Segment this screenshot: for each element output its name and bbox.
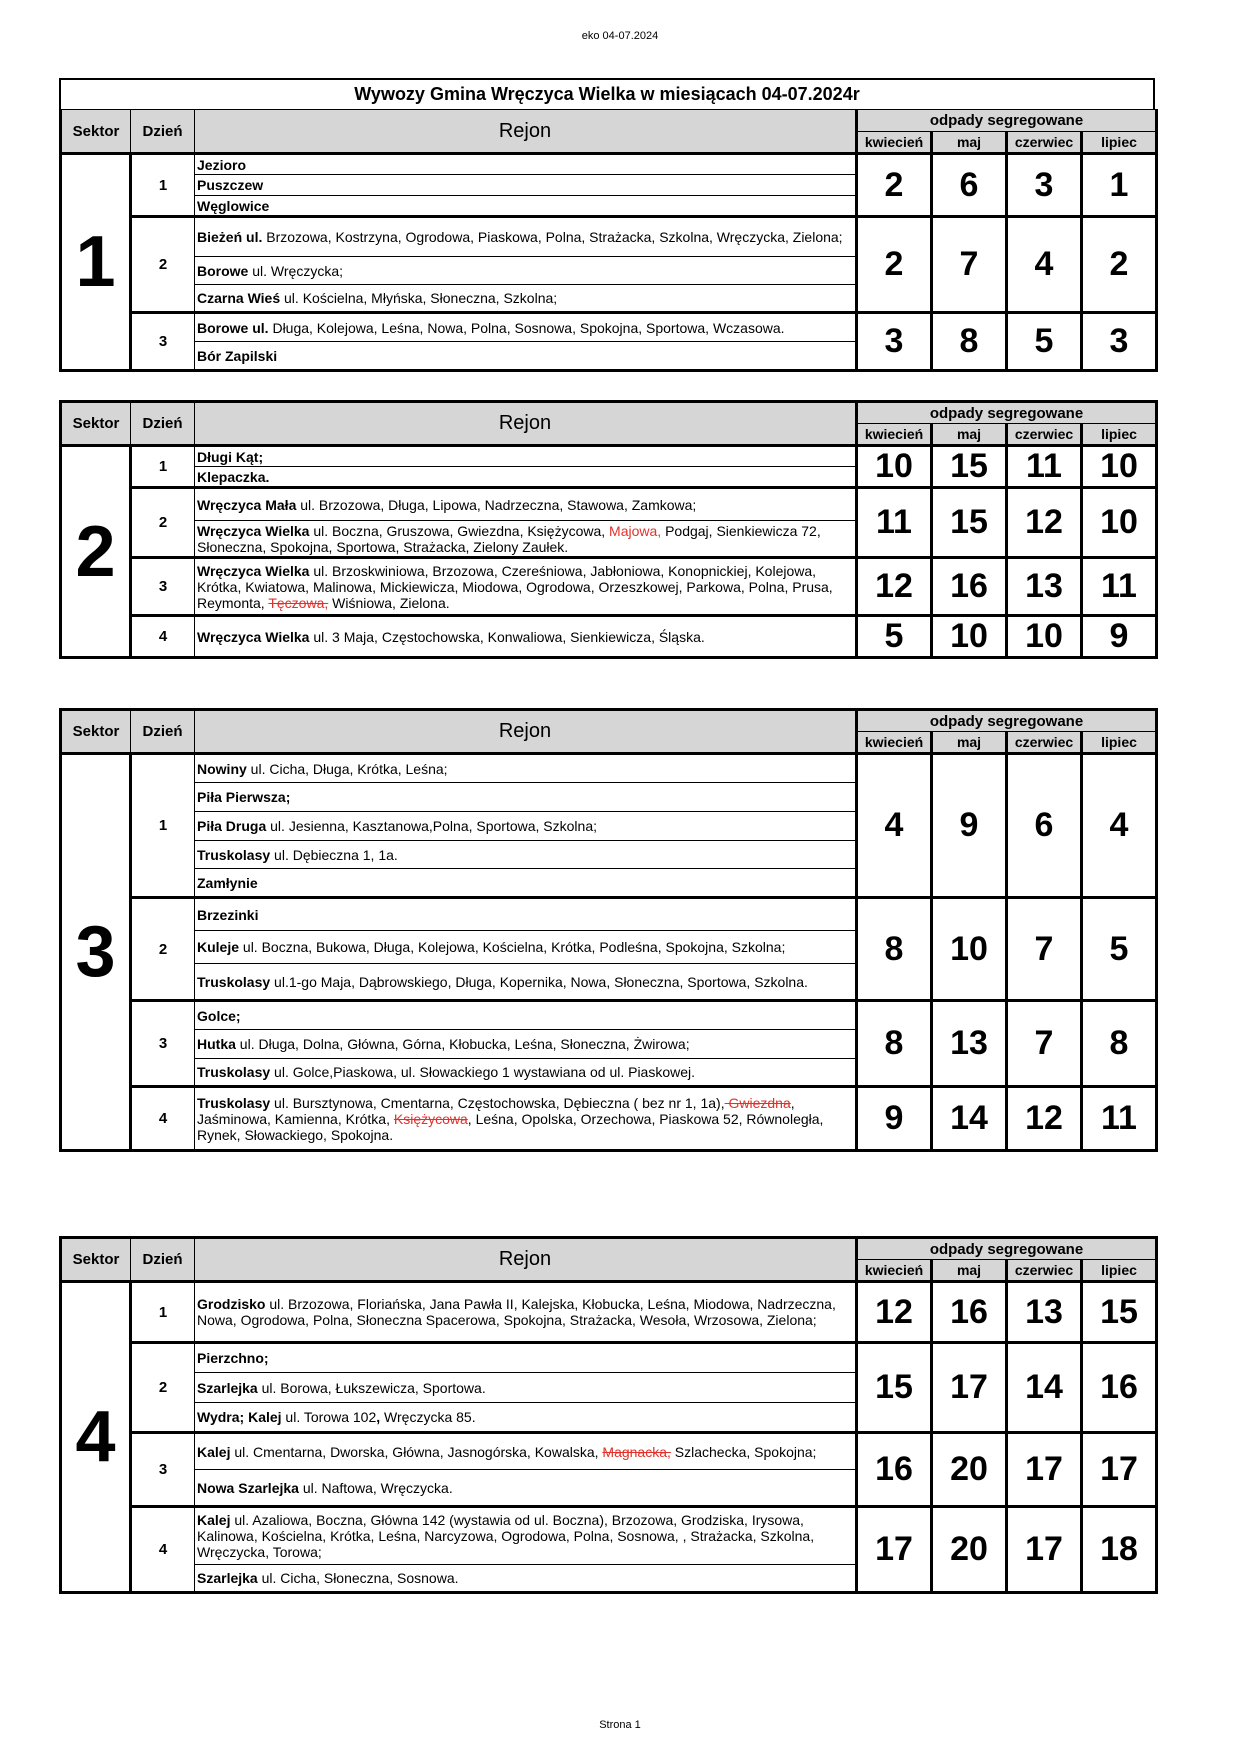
pickup-day-kwiecień: 15 bbox=[857, 1343, 932, 1433]
street-list: ul. Borowa, Łukszewicza, Sportowa. bbox=[257, 1379, 486, 1396]
rejon-cell bbox=[195, 467, 857, 488]
struck-street: Magnacka, bbox=[602, 1443, 671, 1460]
dzien-number: 1 bbox=[131, 754, 195, 898]
pickup-day-czerwiec: 17 bbox=[1007, 1507, 1082, 1593]
table-row bbox=[61, 1433, 1157, 1470]
pickup-day-lipiec: 3 bbox=[1082, 313, 1157, 371]
pickup-day-kwiecień: 16 bbox=[857, 1433, 932, 1507]
pickup-day-maj: 17 bbox=[932, 1343, 1007, 1433]
pickup-day-czerwiec: 13 bbox=[1007, 558, 1082, 616]
locality-name: Nowa Szarlejka bbox=[197, 1479, 299, 1496]
locality-name: Wręczyca Wielka bbox=[197, 562, 310, 579]
dzien-number: 3 bbox=[131, 558, 195, 616]
dzien-number: 3 bbox=[131, 313, 195, 371]
locality-name: Wydra; Kalej bbox=[197, 1409, 282, 1425]
street-list: Podgaj, Sienkiewicza 72, Słoneczna, Spokojna, Sportowa, Strażacka, Zielony Zaułek. bbox=[197, 522, 821, 555]
pickup-day-kwiecień: 2 bbox=[857, 154, 932, 217]
street-list: ul. Torowa 102 bbox=[281, 1409, 377, 1425]
rejon-cell bbox=[195, 754, 857, 783]
locality-name: Puszczew bbox=[197, 177, 264, 193]
header-month-3: czerwiec bbox=[1007, 732, 1082, 754]
sector-table-3 bbox=[59, 708, 1158, 1152]
header-rejon: Rejon bbox=[195, 710, 857, 754]
rejon-cell bbox=[195, 558, 857, 616]
pickup-day-lipiec: 2 bbox=[1082, 217, 1157, 313]
locality-name: Wręczyca Wielka bbox=[197, 628, 310, 645]
sektor-number: 1 bbox=[61, 154, 131, 371]
pickup-day-maj: 10 bbox=[932, 898, 1007, 1001]
pickup-day-kwiecień: 8 bbox=[857, 1001, 932, 1087]
pickup-day-lipiec: 17 bbox=[1082, 1433, 1157, 1507]
rejon-cell bbox=[195, 616, 857, 658]
dzien-number: 3 bbox=[131, 1433, 195, 1507]
pickup-day-maj: 16 bbox=[932, 558, 1007, 616]
pickup-day-lipiec: 11 bbox=[1082, 1087, 1157, 1151]
rejon-cell bbox=[195, 964, 857, 1001]
street-list: , Jaśminowa, Kamienna, Krótka, bbox=[197, 1094, 795, 1127]
pickup-day-maj: 8 bbox=[932, 313, 1007, 371]
header-month-1: kwiecień bbox=[857, 132, 932, 154]
pickup-day-czerwiec: 3 bbox=[1007, 154, 1082, 217]
table-row bbox=[61, 754, 1157, 783]
pickup-day-maj: 14 bbox=[932, 1087, 1007, 1151]
street-list: ul. Kościelna, Młyńska, Słoneczna, Szkolna; bbox=[280, 290, 558, 306]
street-list: ul. Cmentarna, Dworska, Główna, Jasnogórska, Kowalska, bbox=[230, 1443, 603, 1460]
dzien-number: 2 bbox=[131, 217, 195, 313]
pickup-day-lipiec: 1 bbox=[1082, 154, 1157, 217]
dzien-number: 1 bbox=[131, 446, 195, 488]
sector-table-1 bbox=[59, 109, 1158, 372]
locality-name: Truskolasy bbox=[197, 1094, 271, 1111]
street-list: ul. Naftowa, Wręczycka. bbox=[298, 1479, 453, 1496]
rejon-cell bbox=[195, 154, 857, 175]
pickup-day-kwiecień: 17 bbox=[857, 1507, 932, 1593]
street-list: ul. Brzozowa, Floriańska, Jana Pawła II, Kalejska, Kłobucka, Leśna, Miodowa, Nadrzeczna, Nowa, Ogrodowa, Polna, Słoneczna Spacerowa, Spokojna, Strażacka, Wesoła, Wrzosowa, Zielona; bbox=[197, 1296, 836, 1328]
dzien-number: 1 bbox=[131, 1282, 195, 1343]
street-list: Majowa, bbox=[609, 522, 662, 539]
header-dzien: Dzień bbox=[131, 710, 195, 754]
locality-name: Brzezinki bbox=[197, 906, 259, 923]
header-month-2: maj bbox=[932, 732, 1007, 754]
street-list: ul. Boczna, Bukowa, Długa, Kolejowa, Kościelna, Krótka, Podleśna, Spokojna, Szkolna; bbox=[239, 939, 786, 955]
pickup-day-kwiecień: 12 bbox=[857, 1282, 932, 1343]
street-list: ul. Długa, Dolna, Główna, Górna, Kłobucka, Leśna, Słoneczna, Żwirowa; bbox=[235, 1036, 690, 1052]
header-month-4: lipiec bbox=[1082, 1260, 1157, 1282]
header-sektor: Sektor bbox=[61, 1238, 131, 1282]
locality-name: Jezioro bbox=[197, 156, 247, 173]
locality-name: Hutka bbox=[197, 1036, 236, 1052]
rejon-cell bbox=[195, 1507, 857, 1565]
street-list: Wręczycka 85. bbox=[380, 1409, 476, 1425]
pickup-day-maj: 9 bbox=[932, 754, 1007, 898]
pickup-day-czerwiec: 7 bbox=[1007, 898, 1082, 1001]
table-row bbox=[61, 446, 1157, 467]
rejon-cell bbox=[195, 521, 857, 558]
table-row bbox=[61, 313, 1157, 342]
pickup-day-maj: 15 bbox=[932, 488, 1007, 558]
pickup-day-czerwiec: 6 bbox=[1007, 754, 1082, 898]
rejon-cell bbox=[195, 841, 857, 869]
dzien-number: 4 bbox=[131, 616, 195, 658]
struck-street: Gwiezdna bbox=[724, 1094, 791, 1111]
rejon-cell bbox=[195, 1059, 857, 1087]
pickup-day-czerwiec: 13 bbox=[1007, 1282, 1082, 1343]
pickup-day-czerwiec: 5 bbox=[1007, 313, 1082, 371]
header-month-3: czerwiec bbox=[1007, 424, 1082, 446]
locality-name: , bbox=[376, 1409, 381, 1425]
locality-name: Kalej bbox=[197, 1443, 231, 1460]
locality-name: Kuleje bbox=[197, 939, 240, 955]
dzien-number: 4 bbox=[131, 1507, 195, 1593]
locality-name: Piła Pierwsza; bbox=[197, 789, 291, 805]
locality-name: Borowe bbox=[197, 262, 249, 279]
rejon-cell bbox=[195, 783, 857, 812]
struck-street: Tęczowa, bbox=[268, 594, 329, 611]
pickup-day-maj: 6 bbox=[932, 154, 1007, 217]
header-odpady-segregowane: odpady segregowane bbox=[857, 1238, 1157, 1260]
pickup-day-maj: 20 bbox=[932, 1507, 1007, 1593]
pickup-day-maj: 16 bbox=[932, 1282, 1007, 1343]
locality-name: Borowe ul. bbox=[197, 319, 269, 336]
rejon-cell bbox=[195, 1282, 857, 1343]
rejon-cell bbox=[195, 342, 857, 371]
header-dzien: Dzień bbox=[131, 1238, 195, 1282]
street-list: Długa, Kolejowa, Leśna, Nowa, Polna, Sosnowa, Spokojna, Sportowa, Wczasowa. bbox=[268, 319, 785, 336]
pickup-day-lipiec: 10 bbox=[1082, 488, 1157, 558]
rejon-cell bbox=[195, 285, 857, 313]
locality-name: Czarna Wieś bbox=[197, 290, 281, 306]
header-month-1: kwiecień bbox=[857, 1260, 932, 1282]
pickup-day-czerwiec: 11 bbox=[1007, 446, 1082, 488]
document-title: Wywozy Gmina Wręczyca Wielka w miesiącach 04-07.2024r bbox=[59, 78, 1155, 109]
pickup-day-lipiec: 10 bbox=[1082, 446, 1157, 488]
street-list: ul. Bursztynowa, Cmentarna, Częstochowska, Dębieczna ( bez nr 1, 1a), bbox=[270, 1094, 725, 1111]
header-dzien: Dzień bbox=[131, 402, 195, 446]
header-month-2: maj bbox=[932, 132, 1007, 154]
struck-street: Księżycowa bbox=[393, 1110, 468, 1127]
locality-name: Pierzchno; bbox=[197, 1350, 269, 1366]
street-list: ul. Wręczycka; bbox=[248, 262, 343, 279]
street-list: ul. Brzoskwiniowa, Brzozowa, Czereśniowa, Jabłoniowa, Konopnickiej, Kolejowa, Krótka, Kwiatowa, Malinowa, Mickiewicza, Miodowa, Ogrodowa, Orzeszkowej, Parkowa, Polna, Prusa, Reymonta, bbox=[197, 562, 833, 611]
street-list: ul. Cicha, Długa, Krótka, Leśna; bbox=[246, 760, 448, 777]
dzien-number: 3 bbox=[131, 1001, 195, 1087]
locality-name: Wręczyca Wielka bbox=[197, 522, 310, 539]
street-list: ul. 3 Maja, Częstochowska, Konwaliowa, Sienkiewicza, Śląska. bbox=[309, 628, 705, 645]
pickup-day-maj: 13 bbox=[932, 1001, 1007, 1087]
rejon-cell bbox=[195, 196, 857, 217]
pickup-day-kwiecień: 10 bbox=[857, 446, 932, 488]
dzien-number: 2 bbox=[131, 898, 195, 1001]
street-list: ul. Cicha, Słoneczna, Sosnowa. bbox=[257, 1570, 459, 1586]
pickup-day-kwiecień: 11 bbox=[857, 488, 932, 558]
locality-name: Nowiny bbox=[197, 760, 247, 777]
locality-name: Kalej bbox=[197, 1512, 231, 1528]
pickup-day-kwiecień: 8 bbox=[857, 898, 932, 1001]
header-month-2: maj bbox=[932, 424, 1007, 446]
dzien-number: 1 bbox=[131, 154, 195, 217]
pickup-day-czerwiec: 12 bbox=[1007, 488, 1082, 558]
header-rejon: Rejon bbox=[195, 110, 857, 154]
pickup-day-kwiecień: 4 bbox=[857, 754, 932, 898]
locality-name: Długi Kąt; bbox=[197, 448, 264, 465]
street-list: ul.1-go Maja, Dąbrowskiego, Długa, Kopernika, Nowa, Słoneczna, Sportowa, Szkolna. bbox=[270, 973, 808, 990]
dzien-number: 4 bbox=[131, 1087, 195, 1151]
locality-name: Piła Druga bbox=[197, 818, 267, 834]
locality-name: Bieżeń ul. bbox=[197, 229, 263, 245]
pickup-day-czerwiec: 17 bbox=[1007, 1433, 1082, 1507]
locality-name: Klepaczka. bbox=[197, 468, 270, 485]
header-sektor: Sektor bbox=[61, 402, 131, 446]
header-dzien: Dzień bbox=[131, 110, 195, 154]
rejon-cell bbox=[195, 1433, 857, 1470]
pickup-day-kwiecień: 2 bbox=[857, 217, 932, 313]
table-row bbox=[61, 1087, 1157, 1151]
sektor-number: 3 bbox=[61, 754, 131, 1151]
rejon-cell bbox=[195, 1030, 857, 1059]
header-month-1: kwiecień bbox=[857, 424, 932, 446]
rejon-cell bbox=[195, 1403, 857, 1433]
header-sektor: Sektor bbox=[61, 710, 131, 754]
street-list: ul. Boczna, Gruszowa, Gwiezdna, Księżycowa, bbox=[309, 522, 610, 539]
rejon-cell bbox=[195, 1343, 857, 1373]
header-month-3: czerwiec bbox=[1007, 1260, 1082, 1282]
header-odpady-segregowane: odpady segregowane bbox=[857, 402, 1157, 424]
pickup-day-kwiecień: 9 bbox=[857, 1087, 932, 1151]
locality-name: Truskolasy bbox=[197, 973, 271, 990]
header-rejon: Rejon bbox=[195, 1238, 857, 1282]
header-month-1: kwiecień bbox=[857, 732, 932, 754]
rejon-cell bbox=[195, 931, 857, 964]
pickup-day-czerwiec: 10 bbox=[1007, 616, 1082, 658]
rejon-cell bbox=[195, 1470, 857, 1507]
street-list: ul. Dębieczna 1, 1a. bbox=[270, 846, 398, 863]
pickup-day-lipiec: 11 bbox=[1082, 558, 1157, 616]
pickup-day-lipiec: 18 bbox=[1082, 1507, 1157, 1593]
header-sektor: Sektor bbox=[61, 110, 131, 154]
locality-name: Truskolasy bbox=[197, 1064, 271, 1080]
rejon-cell bbox=[195, 257, 857, 285]
rejon-cell bbox=[195, 175, 857, 196]
table-row bbox=[61, 1343, 1157, 1373]
pickup-day-maj: 15 bbox=[932, 446, 1007, 488]
street-list: ul. Jesienna, Kasztanowa,Polna, Sportowa, Szkolna; bbox=[266, 818, 597, 834]
header-month-4: lipiec bbox=[1082, 424, 1157, 446]
header-rejon: Rejon bbox=[195, 402, 857, 446]
rejon-cell bbox=[195, 1565, 857, 1593]
rejon-cell bbox=[195, 812, 857, 841]
table-row bbox=[61, 558, 1157, 616]
rejon-cell bbox=[195, 313, 857, 342]
rejon-cell bbox=[195, 1001, 857, 1030]
pickup-day-lipiec: 5 bbox=[1082, 898, 1157, 1001]
pickup-day-czerwiec: 12 bbox=[1007, 1087, 1082, 1151]
pickup-day-lipiec: 15 bbox=[1082, 1282, 1157, 1343]
pickup-day-maj: 10 bbox=[932, 616, 1007, 658]
header-odpady-segregowane: odpady segregowane bbox=[857, 110, 1157, 132]
pickup-day-kwiecień: 12 bbox=[857, 558, 932, 616]
header-month-2: maj bbox=[932, 1260, 1007, 1282]
rejon-cell bbox=[195, 869, 857, 898]
sector-table-2 bbox=[59, 400, 1158, 659]
rejon-cell bbox=[195, 898, 857, 931]
pickup-day-kwiecień: 3 bbox=[857, 313, 932, 371]
sector-table-4 bbox=[59, 1236, 1158, 1594]
table-row bbox=[61, 154, 1157, 175]
locality-name: Szarlejka bbox=[197, 1570, 258, 1586]
pickup-day-lipiec: 4 bbox=[1082, 754, 1157, 898]
footer-note: Strona 1 bbox=[599, 1719, 641, 1731]
rejon-cell bbox=[195, 446, 857, 467]
table-row bbox=[61, 616, 1157, 658]
header-month-3: czerwiec bbox=[1007, 132, 1082, 154]
header-odpady-segregowane: odpady segregowane bbox=[857, 710, 1157, 732]
street-list: ul. Brzozowa, Długa, Lipowa, Nadrzeczna, Stawowa, Zamkowa; bbox=[296, 496, 697, 513]
locality-name: Węglowice bbox=[197, 197, 270, 214]
dzien-number: 2 bbox=[131, 488, 195, 558]
dzien-number: 2 bbox=[131, 1343, 195, 1433]
rejon-cell bbox=[195, 488, 857, 521]
locality-name: Szarlejka bbox=[197, 1379, 258, 1396]
sektor-number: 2 bbox=[61, 446, 131, 658]
locality-name: Zamłynie bbox=[197, 874, 258, 891]
locality-name: Truskolasy bbox=[197, 846, 271, 863]
locality-name: Golce; bbox=[197, 1007, 241, 1024]
header-month-4: lipiec bbox=[1082, 132, 1157, 154]
header-month-4: lipiec bbox=[1082, 732, 1157, 754]
rejon-cell bbox=[195, 1373, 857, 1403]
pickup-day-kwiecień: 5 bbox=[857, 616, 932, 658]
pickup-day-lipiec: 9 bbox=[1082, 616, 1157, 658]
locality-name: Grodzisko bbox=[197, 1296, 266, 1312]
street-list: Szlachecka, Spokojna; bbox=[670, 1443, 817, 1460]
street-list: ul. Azaliowa, Boczna, Główna 142 (wystawia od ul. Boczna), Brzozowa, Grodziska, Irysowa, Kalinowa, Kościelna, Krótka, Leśna, Narcyzowa, Ogrodowa, Polna, Sosnowa, , Strażacka, Szkolna, Wręczycka, Torowa; bbox=[197, 1512, 815, 1560]
table-row bbox=[61, 898, 1157, 931]
locality-name: Wręczyca Mała bbox=[197, 496, 297, 513]
pickup-day-lipiec: 16 bbox=[1082, 1343, 1157, 1433]
pickup-day-czerwiec: 14 bbox=[1007, 1343, 1082, 1433]
sektor-number: 4 bbox=[61, 1282, 131, 1593]
table-row bbox=[61, 1282, 1157, 1343]
table-row bbox=[61, 217, 1157, 257]
street-list: Wiśniowa, Zielona. bbox=[328, 594, 450, 611]
pickup-day-lipiec: 8 bbox=[1082, 1001, 1157, 1087]
pickup-day-maj: 20 bbox=[932, 1433, 1007, 1507]
header-note: eko 04-07.2024 bbox=[581, 30, 659, 42]
street-list: , Leśna, Opolska, Orzechowa, Piaskowa 52, Równoległa, Rynek, Słowackiego, Spokojna. bbox=[197, 1110, 824, 1143]
rejon-cell bbox=[195, 1087, 857, 1151]
locality-name: Bór Zapilski bbox=[197, 347, 278, 364]
pickup-day-czerwiec: 4 bbox=[1007, 217, 1082, 313]
pickup-day-czerwiec: 7 bbox=[1007, 1001, 1082, 1087]
table-row bbox=[61, 1507, 1157, 1565]
pickup-day-maj: 7 bbox=[932, 217, 1007, 313]
street-list: ul. Golce,Piaskowa, ul. Słowackiego 1 wystawiana od ul. Piaskowej. bbox=[270, 1064, 696, 1080]
rejon-cell bbox=[195, 217, 857, 257]
table-row bbox=[61, 488, 1157, 521]
street-list: Brzozowa, Kostrzyna, Ogrodowa, Piaskowa, Polna, Strażacka, Szkolna, Wręczycka, Zielona; bbox=[262, 229, 843, 245]
table-row bbox=[61, 1001, 1157, 1030]
